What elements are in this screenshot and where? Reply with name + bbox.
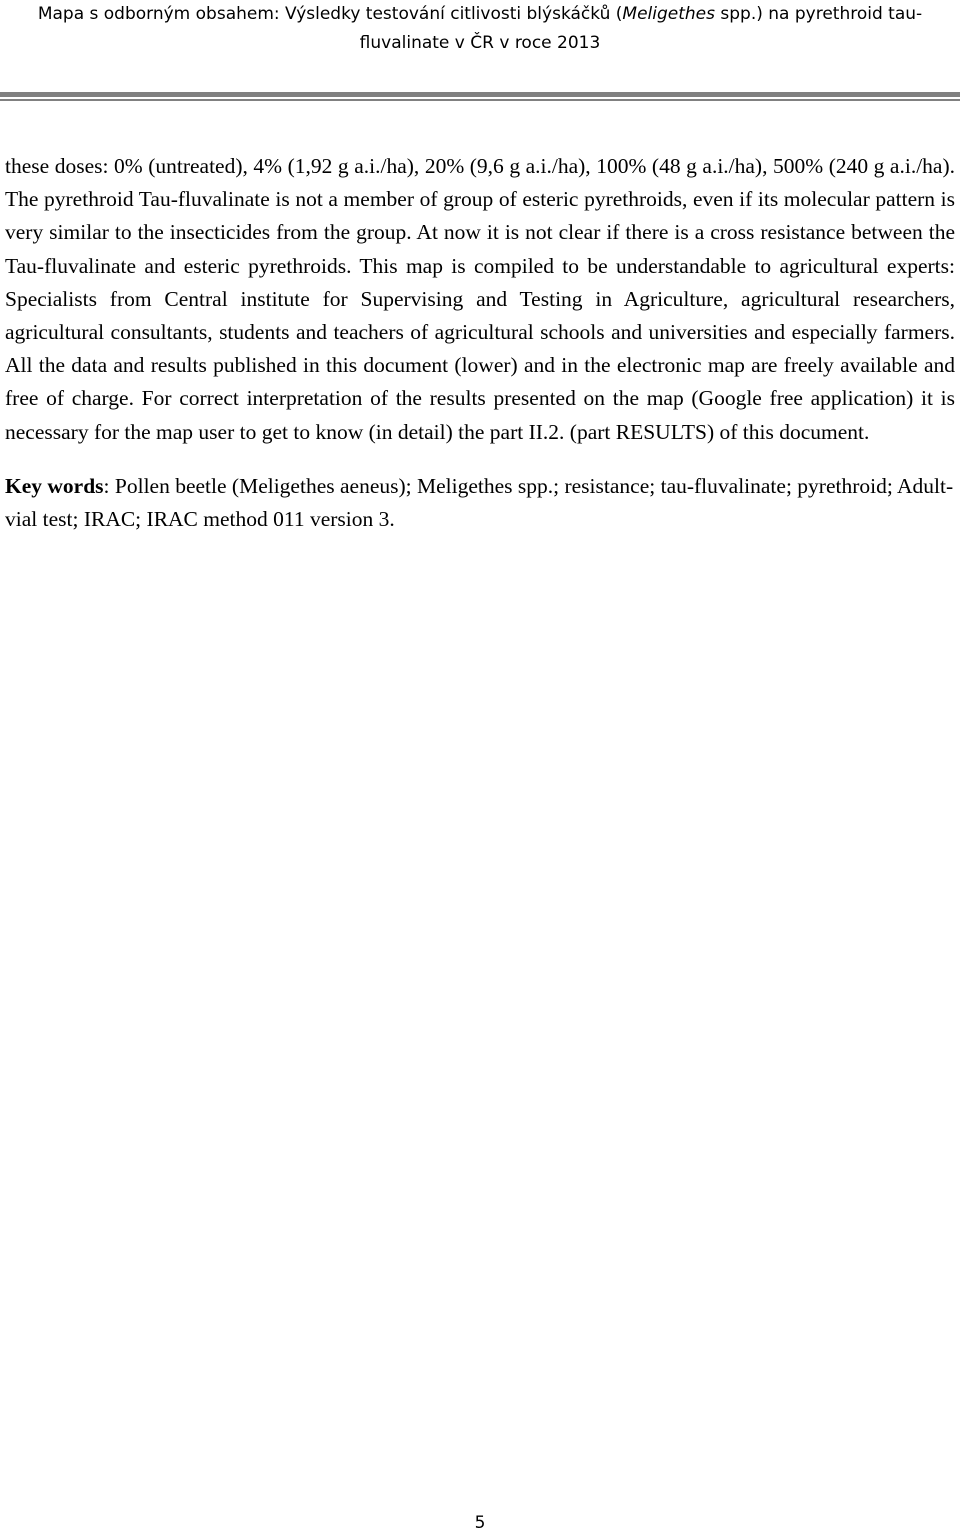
running-header-line-1 [0,0,960,29]
header-divider [0,92,960,104]
body-paragraph: these doses: 0% (untreated), 4% (1,92 g a.i./ha), 20% (9,6 g a.i./ha), 100% (48 g a.i./ha), 500% (240 g a.i./ha). The pyrethroid Tau-fluvalinate is not a member of group of esteric pyrethroids, even if its molecular pattern is very similar to the insecticides from the group. At now it is not clear if there is a cross resistance between the Tau-fluvalinate and esteric pyrethroids. This map is compiled to be understandable to agricultural experts: Specialists from Central institute for Supervising and Testing in Agriculture, agricultural researchers, agricultural consultants, students and teachers of agricultural schools and universities and especially farmers. All the data and results published in this document (lower) and in the electronic map are freely available and free of charge. For correct interpretation of the results presented on the map (Google free application) it is necessary for the map user to get to know (in detail) the part II.2. (part RESULTS) of this document. [5,154,955,444]
keywords-label: Key words [5,473,104,498]
running-header [0,0,960,58]
running-header-line-2: fluvalinate v ČR v roce 2013 [359,33,601,53]
running-header-italic-genus: Meligethes [622,4,715,24]
keywords-paragraph [5,470,955,536]
page-number: 5 [474,1513,486,1533]
header-divider-thin [0,99,960,101]
running-header-prefix: Mapa s odborným obsahem: Výsledky testování citlivosti blýskáčků ( [37,4,623,24]
running-header-suffix: spp.) na pyrethroid tau- [715,4,923,24]
header-divider-thick [0,92,960,97]
document-body [5,150,955,536]
keywords-text: : Pollen beetle (Meligethes aeneus); Meligethes spp.; resistance; tau-fluvalinate; pyrethroid; Adult-vial test; IRAC; IRAC method 011 version 3. [5,473,954,532]
